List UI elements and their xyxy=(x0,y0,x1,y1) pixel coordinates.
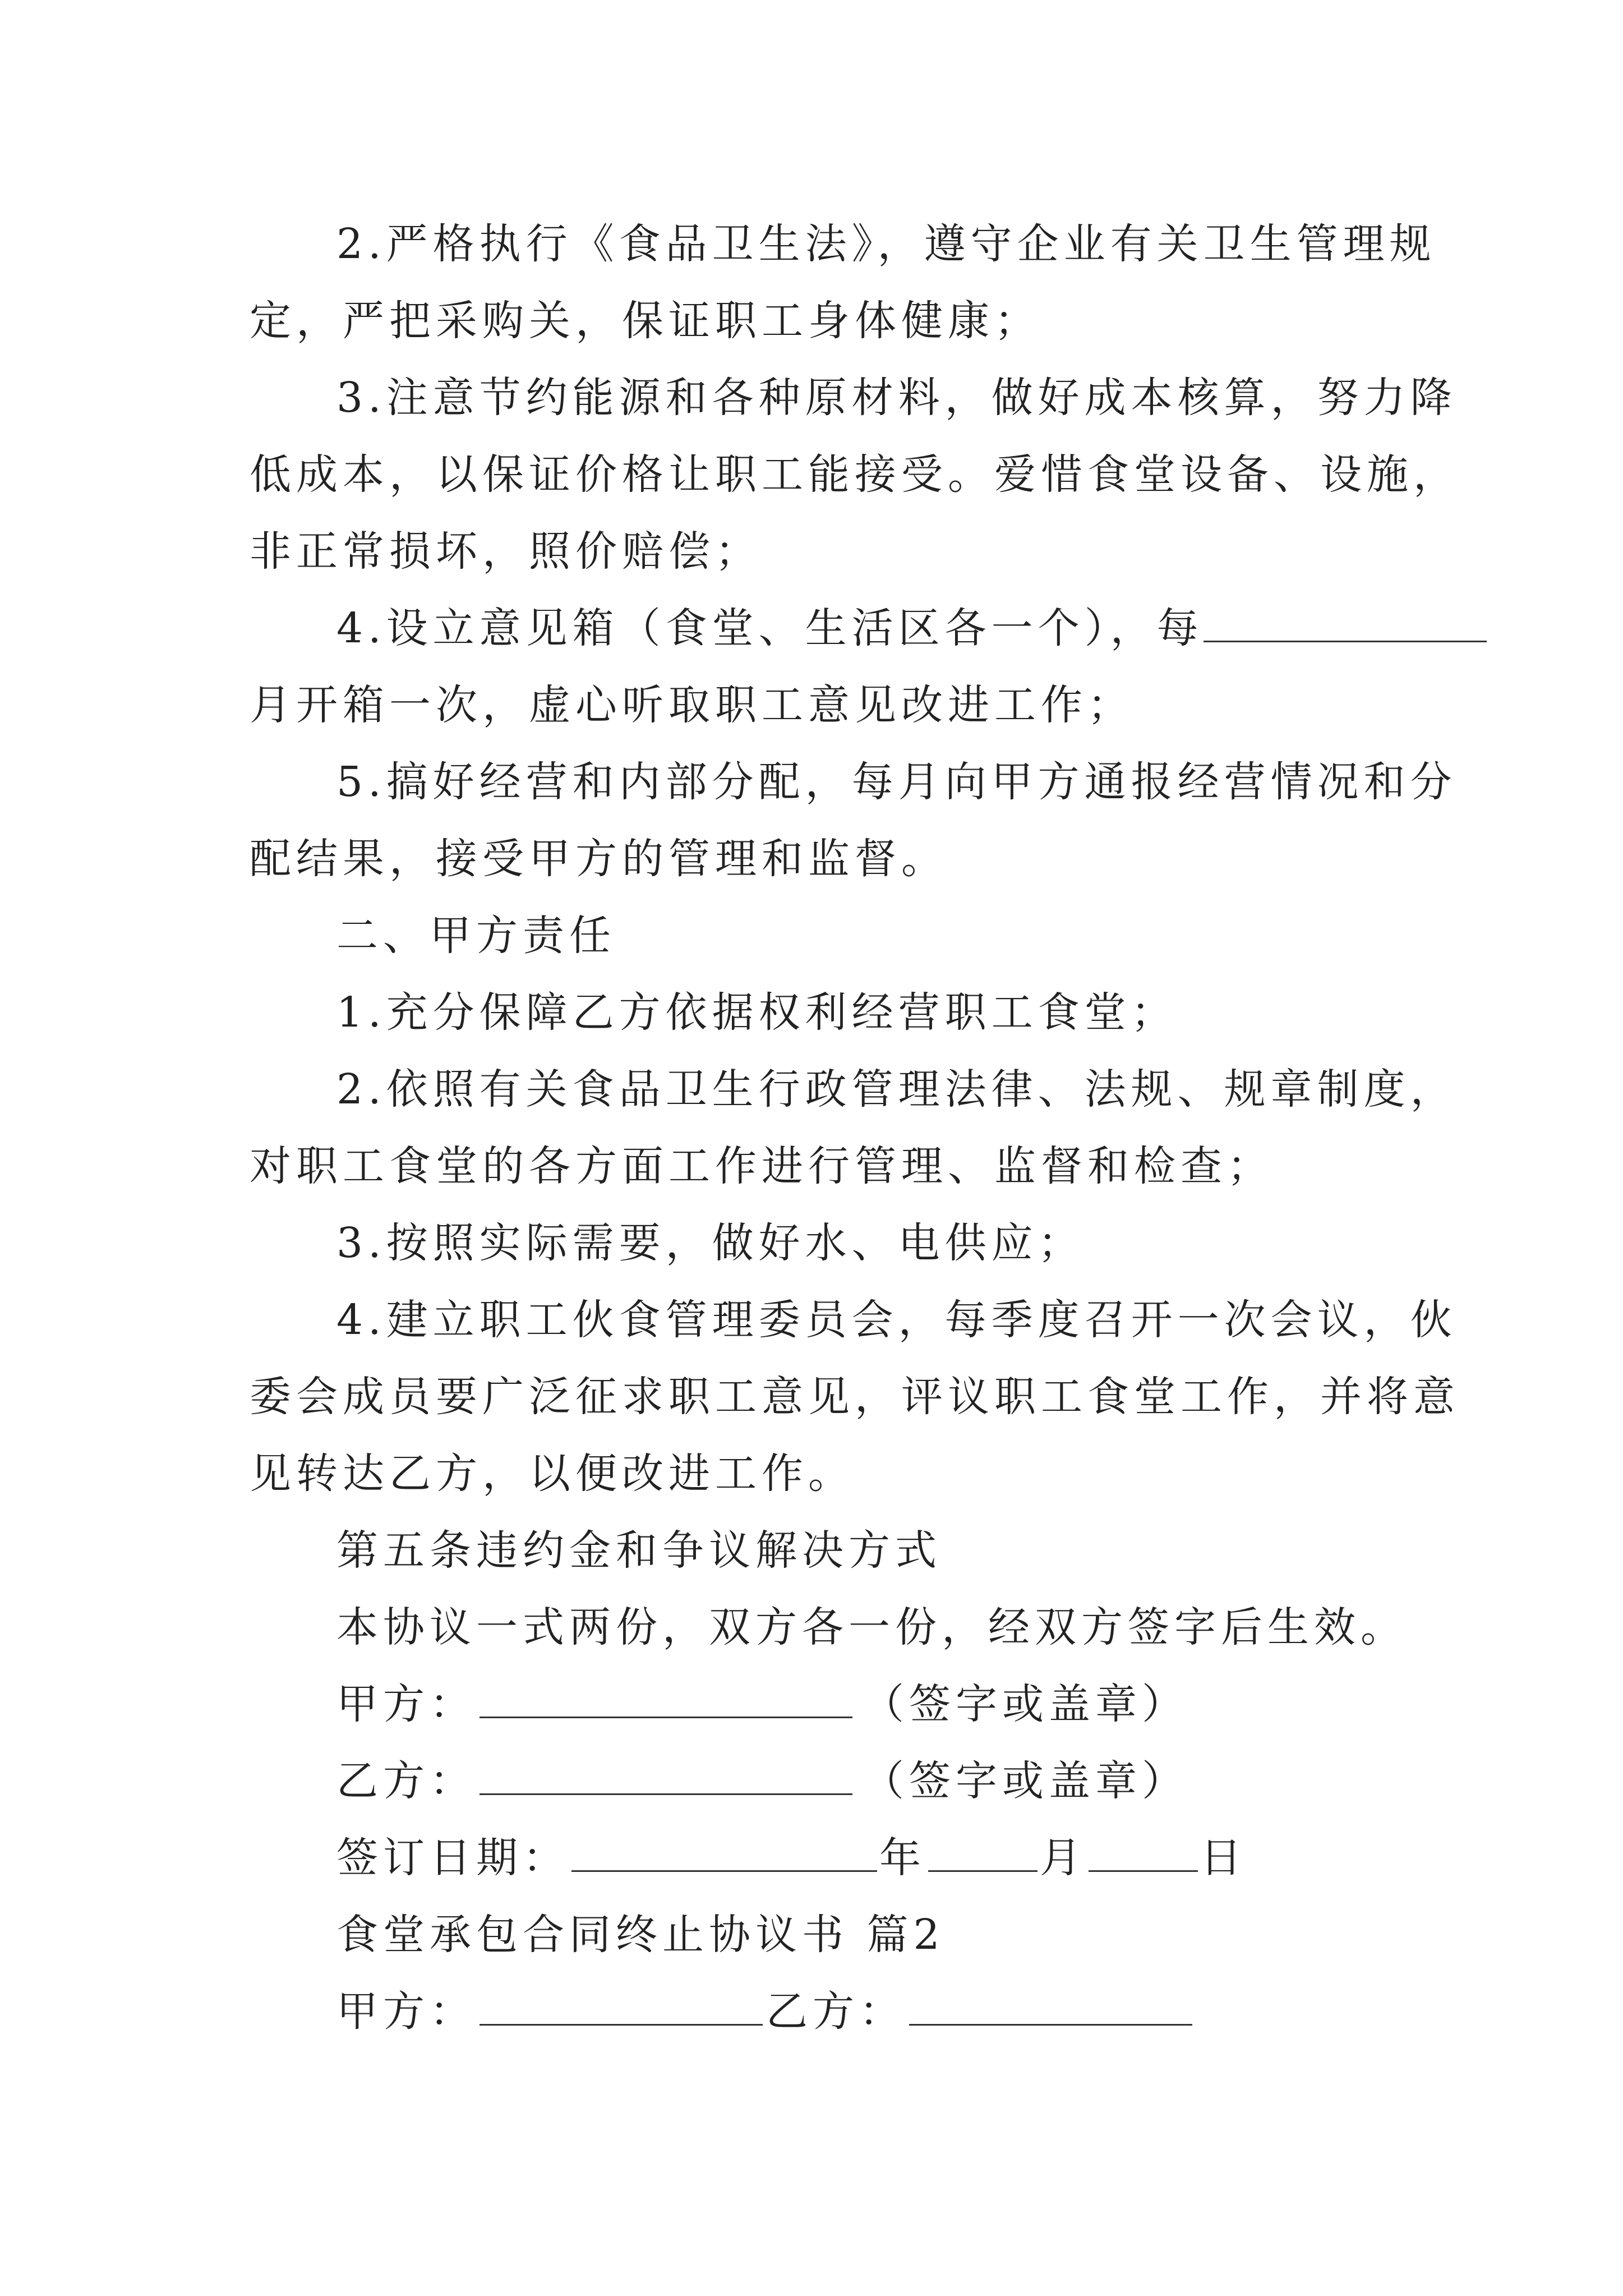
paragraph-line: 1.充分保障乙方依据权利经营职工食堂； xyxy=(336,988,1178,1037)
paragraph-line: 低成本，以保证价格让职工能接受。爱惜食堂设备、设施， xyxy=(250,450,1460,499)
party-b-signature xyxy=(336,1753,1188,1809)
party-b-blank xyxy=(479,1759,852,1795)
year-blank xyxy=(571,1835,877,1872)
year-label: 年 xyxy=(879,1834,926,1882)
paragraph-line: 月开箱一次，虚心听取职工意见改进工作； xyxy=(250,681,1134,729)
paragraph-line: 3.按照实际需要，做好水、电供应； xyxy=(336,1219,1085,1267)
party-a-blank xyxy=(479,1989,763,2026)
paragraph-text: 4.设立意见箱（食堂、生活区各一个），每 xyxy=(336,604,1204,652)
day-blank xyxy=(1089,1835,1198,1872)
party-a-label: 甲方： xyxy=(336,1680,476,1728)
month-label: 月 xyxy=(1040,1834,1086,1882)
paragraph-line: 5.搞好经营和内部分配，每月向甲方通报经营情况和分 xyxy=(336,758,1457,806)
party-b-label: 乙方： xyxy=(766,1987,906,2036)
signing-date xyxy=(336,1830,1247,1886)
section-heading: 二、甲方责任 xyxy=(336,912,616,960)
paragraph-line: 定，严把采购关，保证职工身体健康； xyxy=(250,297,1041,345)
paragraph-line: 4.建立职工伙食管理委员会，每季度召开一次会议，伙 xyxy=(336,1296,1457,1344)
party-a-label: 甲方： xyxy=(336,1987,476,2036)
paragraph-line: 3.注意节约能源和各种原材料，做好成本核算，努力降 xyxy=(336,374,1457,422)
sign-note: （签字或盖章） xyxy=(863,1680,1188,1728)
paragraph-line: 本协议一式两份，双方各一份，经双方签字后生效。 xyxy=(336,1603,1407,1651)
party-b-label: 乙方： xyxy=(336,1757,476,1805)
party-a-signature xyxy=(336,1676,1188,1732)
paragraph-line: 对职工食堂的各方面工作进行管理、监督和检查； xyxy=(250,1142,1274,1190)
party-a-blank xyxy=(479,1682,852,1718)
month-blank xyxy=(928,1835,1038,1872)
paragraph-line xyxy=(336,600,1487,656)
next-document-title: 食堂承包合同终止协议书 篇2 xyxy=(336,1911,945,1959)
article-heading: 第五条违约金和争议解决方式 xyxy=(336,1526,942,1575)
paragraph-line: 2.依照有关食品卫生行政管理法律、法规、规章制度， xyxy=(336,1065,1457,1114)
sign-note: （签字或盖章） xyxy=(863,1757,1188,1805)
fill-blank xyxy=(1204,606,1487,642)
paragraph-line: 2.严格执行《食品卫生法》，遵守企业有关卫生管理规 xyxy=(336,220,1436,268)
day-label: 日 xyxy=(1200,1834,1247,1882)
next-parties-line xyxy=(336,1984,1196,2040)
date-label: 签订日期： xyxy=(336,1834,569,1882)
paragraph-line: 非正常损坏，照价赔偿； xyxy=(250,527,762,576)
paragraph-line: 见转达乙方，以便改进工作。 xyxy=(250,1450,855,1498)
party-b-blank xyxy=(909,1989,1192,2026)
paragraph-line: 配结果，接受甲方的管理和监督。 xyxy=(250,835,948,883)
paragraph-line: 委会成员要广泛征求职工意见，评议职工食堂工作，并将意 xyxy=(250,1373,1460,1421)
